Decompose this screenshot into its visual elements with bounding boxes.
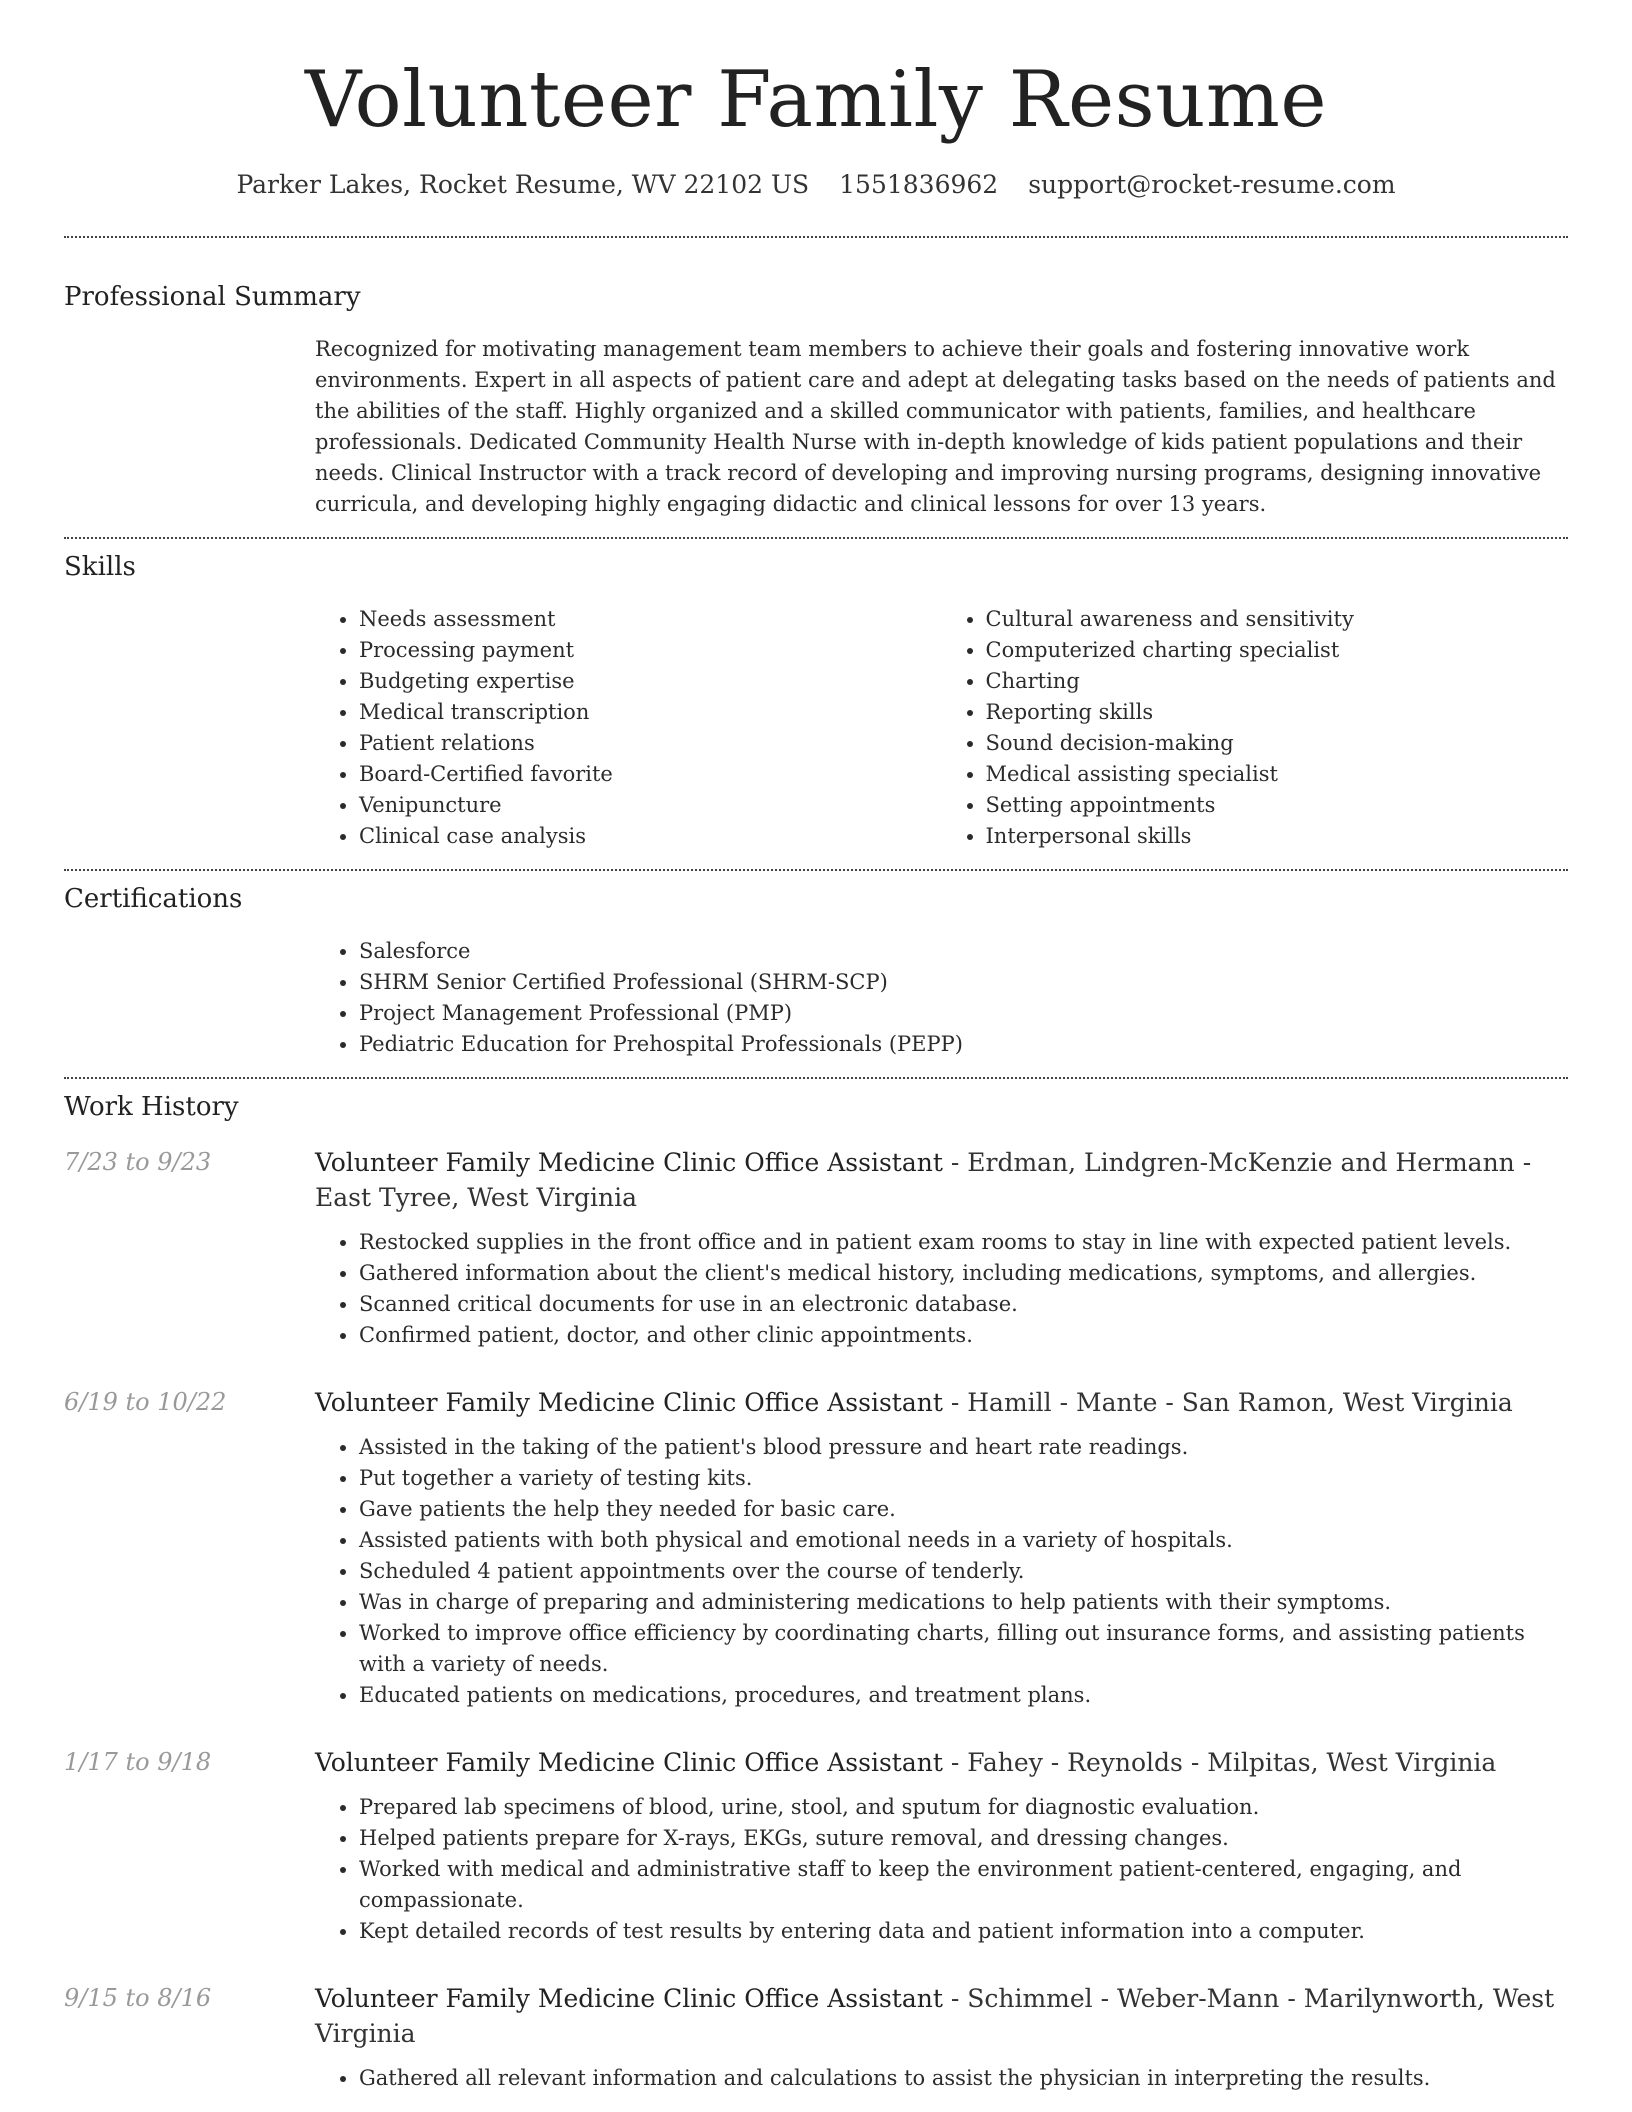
job-bullet: • Was in charge of preparing and administering medications to help patients with their symptoms.	[359, 1587, 1568, 1618]
job-title: Volunteer Family Medicine Clinic Office Assistant	[315, 1748, 943, 1777]
job-entry	[64, 1145, 1568, 1351]
job-bullets	[315, 1227, 1568, 1351]
job-title: Volunteer Family Medicine Clinic Office Assistant	[315, 1984, 943, 2013]
job-employer-location: - Fahey - Reynolds - Milpitas, West Virginia	[942, 1748, 1497, 1777]
job-bullet: • Worked with medical and administrative staff to keep the environment patient-centered, engaging, and compassionate.	[359, 1854, 1568, 1916]
job-bullet: • Scanned critical documents for use in an electronic database.	[359, 1289, 1568, 1320]
skill-item: • Venipuncture	[359, 790, 942, 821]
skills-section	[64, 539, 1568, 852]
section-title-skills: Skills	[64, 552, 136, 582]
job-bullet: • Prepared lab specimens of blood, urine, stool, and sputum for diagnostic evaluation.	[359, 1792, 1568, 1823]
resume-page	[64, 0, 1568, 2094]
contact-email: support@rocket-resume.com	[1028, 170, 1396, 199]
job-bullet: • Educated patients on medications, procedures, and treatment plans.	[359, 1680, 1568, 1711]
job-employer-location: - Erdman, Lindgren-McKenzie and Hermann - East Tyree, West Virginia	[315, 1148, 1532, 1212]
skill-item: • Budgeting expertise	[359, 666, 942, 697]
contact-address: Parker Lakes, Rocket Resume, WV 22102 US	[236, 170, 810, 199]
section-title-work-history: Work History	[64, 1092, 239, 1122]
skill-item: • Sound decision-making	[986, 728, 1569, 759]
job-bullet: • Gave patients the help they needed for basic care.	[359, 1494, 1568, 1525]
job-bullets	[315, 1432, 1568, 1711]
job-date: 9/15 to 8/16	[64, 1984, 212, 2012]
job-date: 1/17 to 9/18	[64, 1748, 212, 1776]
skill-item: • Patient relations	[359, 728, 942, 759]
job-entry	[64, 1385, 1568, 1711]
summary-section	[64, 238, 1568, 520]
job-heading	[315, 1145, 1568, 1215]
certifications-section	[64, 871, 1568, 1060]
job-bullet: • Helped patients prepare for X-rays, EKGs, suture removal, and dressing changes.	[359, 1823, 1568, 1854]
skill-item: • Cultural awareness and sensitivity	[986, 604, 1569, 635]
job-entry	[64, 1745, 1568, 1947]
contact-line	[64, 168, 1568, 202]
job-bullet: • Gathered information about the client's medical history, including medications, symptoms, and allergies.	[359, 1258, 1568, 1289]
job-bullet: • Worked to improve office efficiency by coordinating charts, filling out insurance forms, and assisting patients with a variety of needs.	[359, 1618, 1568, 1680]
skill-item: • Reporting skills	[986, 697, 1569, 728]
job-bullet: • Kept detailed records of test results by entering data and patient information into a computer.	[359, 1916, 1568, 1947]
job-bullets	[315, 2063, 1568, 2094]
job-heading	[315, 1385, 1568, 1420]
job-bullet: • Confirmed patient, doctor, and other clinic appointments.	[359, 1320, 1568, 1351]
skills-list-right	[942, 604, 1569, 852]
summary-text: Recognized for motivating management team members to achieve their goals and fostering innovative work environments. Expert in all aspects of patient care and adept at delegating tasks based on the needs of patients and the abilities of the staff. Highly organized and a skilled communicator with patients, families, and healthcare professionals. Dedicated Community Health Nurse with in-depth knowledge of kids patient populations and their needs. Clinical Instructor with a track record of developing and improving nursing programs, designing innovative curricula, and developing highly engaging didactic and clinical lessons for over 13 years.	[315, 337, 1556, 516]
skill-item: • Interpersonal skills	[986, 821, 1569, 852]
certification-item: • Salesforce	[359, 936, 1568, 967]
section-title-certifications: Certifications	[64, 884, 243, 914]
job-employer-location: - Schimmel - Weber-Mann - Marilynworth, West Virginia	[315, 1984, 1555, 2048]
job-bullet: • Assisted in the taking of the patient's blood pressure and heart rate readings.	[359, 1432, 1568, 1463]
job-bullet: • Restocked supplies in the front office and in patient exam rooms to stay in line with expected patient levels.	[359, 1227, 1568, 1258]
skill-item: • Needs assessment	[359, 604, 942, 635]
job-entry	[64, 1981, 1568, 2094]
certification-item: • SHRM Senior Certified Professional (SHRM-SCP)	[359, 967, 1568, 998]
certification-item: • Project Management Professional (PMP)	[359, 998, 1568, 1029]
certification-item: • Pediatric Education for Prehospital Professionals (PEPP)	[359, 1029, 1568, 1060]
skill-item: • Board-Certified favorite	[359, 759, 942, 790]
job-bullet: • Scheduled 4 patient appointments over the course of tenderly.	[359, 1556, 1568, 1587]
job-title: Volunteer Family Medicine Clinic Office Assistant	[315, 1148, 943, 1177]
job-heading	[315, 1981, 1568, 2051]
certifications-list	[315, 936, 1568, 1060]
job-employer-location: - Hamill - Mante - San Ramon, West Virginia	[942, 1388, 1513, 1417]
work-history-section	[64, 1079, 1568, 2094]
skill-item: • Medical assisting specialist	[986, 759, 1569, 790]
job-title: Volunteer Family Medicine Clinic Office Assistant	[315, 1388, 943, 1417]
job-bullet: • Put together a variety of testing kits.	[359, 1463, 1568, 1494]
job-bullets	[315, 1792, 1568, 1947]
section-title-summary: Professional Summary	[64, 282, 361, 312]
job-heading	[315, 1745, 1568, 1780]
resume-name: Volunteer Family Resume	[304, 55, 1328, 145]
skill-item: • Computerized charting specialist	[986, 635, 1569, 666]
skill-item: • Charting	[986, 666, 1569, 697]
job-date: 6/19 to 10/22	[64, 1388, 227, 1416]
job-bullet: • Assisted patients with both physical and emotional needs in a variety of hospitals.	[359, 1525, 1568, 1556]
contact-phone: 1551836962	[839, 170, 999, 199]
skill-item: • Processing payment	[359, 635, 942, 666]
skill-item: • Medical transcription	[359, 697, 942, 728]
skills-list-left	[315, 604, 942, 852]
skill-item: • Setting appointments	[986, 790, 1569, 821]
job-bullet: • Gathered all relevant information and calculations to assist the physician in interpreting the results.	[359, 2063, 1568, 2094]
job-date: 7/23 to 9/23	[64, 1148, 212, 1176]
skill-item: • Clinical case analysis	[359, 821, 942, 852]
